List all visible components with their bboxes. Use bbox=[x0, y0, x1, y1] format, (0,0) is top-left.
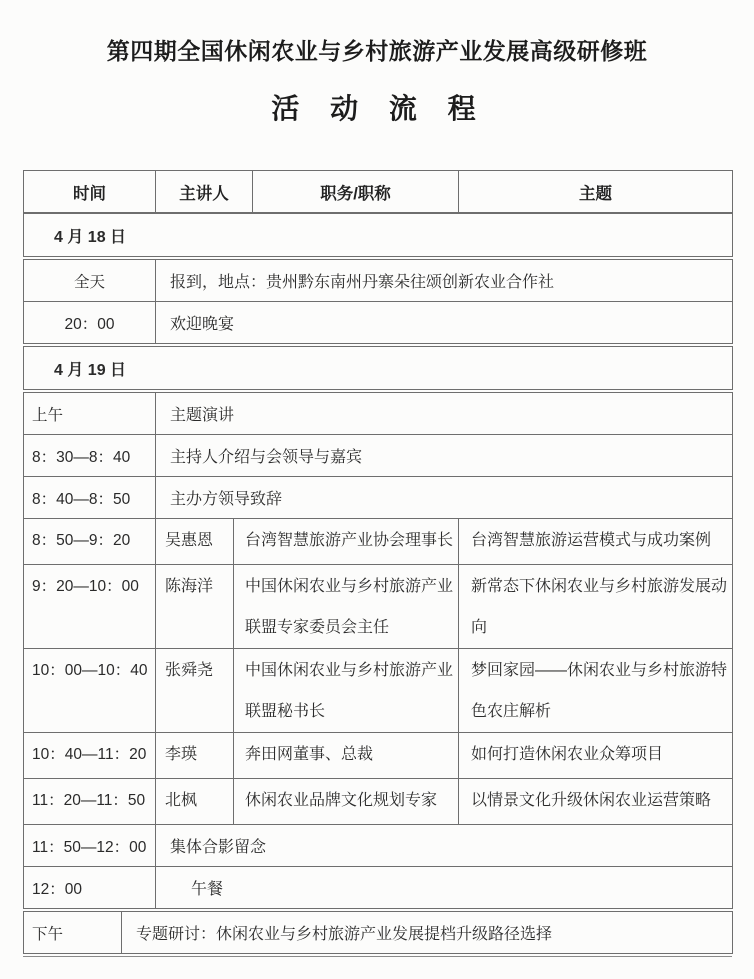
table-row bbox=[24, 347, 733, 390]
date-cell: 4 月 19 日 bbox=[24, 347, 733, 390]
content-cell: 午餐 bbox=[156, 867, 733, 909]
table-row bbox=[24, 779, 733, 825]
time-cell: 20：00 bbox=[24, 302, 156, 344]
position-cell: 中国休闲农业与乡村旅游产业联盟专家委员会主任 bbox=[234, 565, 459, 649]
table-row bbox=[24, 302, 733, 344]
schedule-section bbox=[23, 518, 733, 825]
table-row bbox=[24, 260, 733, 302]
content-cell: 主题演讲 bbox=[156, 393, 733, 435]
schedule-section bbox=[23, 259, 733, 344]
schedule-section bbox=[23, 911, 733, 954]
schedule-header-section bbox=[23, 170, 733, 213]
table-row bbox=[24, 825, 733, 867]
time-cell: 11：20—11：50 bbox=[24, 779, 156, 825]
content-cell: 主持人介绍与会领导与嘉宾 bbox=[156, 435, 733, 477]
speaker-cell: 北枫 bbox=[156, 779, 234, 825]
schedule-section bbox=[23, 346, 733, 390]
content-cell: 欢迎晚宴 bbox=[156, 302, 733, 344]
column-header-time: 时间 bbox=[24, 171, 156, 213]
table-row bbox=[24, 477, 733, 519]
time-cell: 8：40—8：50 bbox=[24, 477, 156, 519]
schedule-section bbox=[23, 824, 733, 909]
date-cell: 4 月 18 日 bbox=[24, 214, 733, 257]
schedule-table bbox=[23, 170, 734, 957]
time-cell: 11：50—12：00 bbox=[24, 825, 156, 867]
table-row bbox=[24, 912, 733, 954]
content-cell: 主办方领导致辞 bbox=[156, 477, 733, 519]
time-cell: 8：50—9：20 bbox=[24, 519, 156, 565]
topic-cell: 梦回家园——休闲农业与乡村旅游特色农庄解析 bbox=[459, 649, 733, 733]
table-row bbox=[24, 214, 733, 257]
schedule-body bbox=[23, 213, 734, 954]
column-header-position: 职务/职称 bbox=[253, 171, 459, 213]
table-row bbox=[24, 649, 733, 733]
schedule-section bbox=[23, 213, 733, 257]
time-cell: 10：00—10：40 bbox=[24, 649, 156, 733]
speaker-cell: 李瑛 bbox=[156, 733, 234, 779]
column-header-speaker: 主讲人 bbox=[156, 171, 253, 213]
table-row bbox=[24, 565, 733, 649]
table-row bbox=[24, 435, 733, 477]
time-cell: 上午 bbox=[24, 393, 156, 435]
time-cell: 12：00 bbox=[24, 867, 156, 909]
speaker-cell: 陈海洋 bbox=[156, 565, 234, 649]
speaker-cell: 吴惠恩 bbox=[156, 519, 234, 565]
position-cell: 台湾智慧旅游产业协会理事长 bbox=[234, 519, 459, 565]
table-row bbox=[24, 519, 733, 565]
time-cell: 10：40—11：20 bbox=[24, 733, 156, 779]
content-cell: 集体合影留念 bbox=[156, 825, 733, 867]
topic-cell: 新常态下休闲农业与乡村旅游发展动向 bbox=[459, 565, 733, 649]
table-row bbox=[24, 867, 733, 909]
table-row bbox=[24, 393, 733, 435]
document-subtitle: 活 动 流 程 bbox=[271, 93, 483, 124]
position-cell: 中国休闲农业与乡村旅游产业联盟秘书长 bbox=[234, 649, 459, 733]
schedule-section bbox=[23, 392, 733, 519]
topic-cell: 以情景文化升级休闲农业运营策略 bbox=[459, 779, 733, 825]
content-cell: 专题研讨：休闲农业与乡村旅游产业发展提档升级路径选择 bbox=[122, 912, 733, 954]
topic-cell: 台湾智慧旅游运营模式与成功案例 bbox=[459, 519, 733, 565]
table-row bbox=[24, 733, 733, 779]
table-bottom-line bbox=[23, 956, 732, 957]
time-cell: 9：20—10：00 bbox=[24, 565, 156, 649]
time-cell: 全天 bbox=[24, 260, 156, 302]
topic-cell: 如何打造休闲农业众筹项目 bbox=[459, 733, 733, 779]
speaker-cell: 张舜尧 bbox=[156, 649, 234, 733]
time-cell: 下午 bbox=[24, 912, 122, 954]
time-cell: 8：30—8：40 bbox=[24, 435, 156, 477]
content-cell: 报到，地点：贵州黔东南州丹寨朵往颂创新农业合作社 bbox=[156, 260, 733, 302]
position-cell: 休闲农业品牌文化规划专家 bbox=[234, 779, 459, 825]
document-title: 第四期全国休闲农业与乡村旅游产业发展高级研修班 bbox=[106, 38, 648, 64]
position-cell: 奔田网董事、总裁 bbox=[234, 733, 459, 779]
header-row bbox=[24, 171, 733, 213]
column-header-topic: 主题 bbox=[459, 171, 733, 213]
